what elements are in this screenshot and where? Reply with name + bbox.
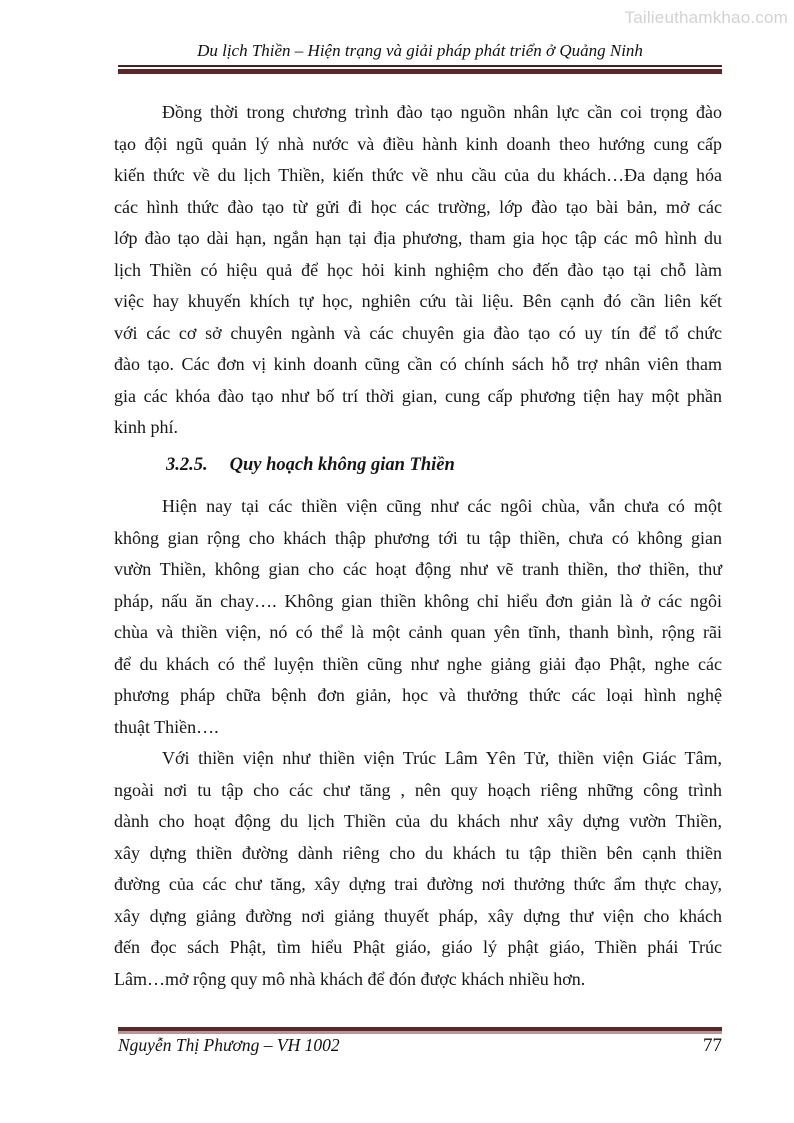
section-heading-label: Quy hoạch không gian Thiền xyxy=(229,454,455,475)
paragraph-line: để du khách có thể luyện thiền cũng như nghe giảng giải đạo Phật, nghe các xyxy=(114,653,722,674)
paragraph-line: Hiện nay tại các thiền viện cũng như các ngôi chùa, vẫn chưa có một xyxy=(162,496,722,516)
paragraph-line: lịch Thiền có hiệu quả để học hỏi kinh nghiệm cho đến đào tạo tại chỗ làm xyxy=(114,259,722,280)
paragraph-line: lớp đào tạo dài hạn, ngắn hạn tại địa phương, tham gia học tập các mô hình du xyxy=(114,228,722,248)
paragraph-0 xyxy=(114,97,722,444)
paragraph-line: xây dựng thiền đường dành riêng cho du khách tu tập thiền bên cạnh thiền xyxy=(114,842,722,863)
paragraph-line: chùa và thiền viện, nó có thể là một cảnh quan yên tĩnh, thanh bình, rộng rãi xyxy=(114,622,722,642)
paragraph-line: Với thiền viện như thiền viện Trúc Lâm Yên Tử, thiền viện Giác Tâm, xyxy=(162,748,722,768)
footer-rule-light-line xyxy=(118,1031,722,1034)
paragraph-2 xyxy=(114,491,722,743)
footer-rule xyxy=(118,1027,722,1034)
header-rule xyxy=(118,65,722,74)
header-rule-thick-line xyxy=(118,69,722,74)
watermark-text: Tailieuthamkhao.com xyxy=(624,8,788,27)
paragraph-line: phương pháp chữa bệnh đơn giản, học và thưởng thức các loại hình nghệ xyxy=(114,685,722,705)
section-heading-number: 3.2.5. xyxy=(166,454,208,475)
paragraph-line: kinh phí. xyxy=(114,417,179,437)
paragraph-line: không gian rộng cho khách thập phương tới tu tập thiền, chưa có không gian xyxy=(114,527,722,548)
paragraph-line: đường của các chư tăng, xây dựng trai đường nơi thưởng thức ẩm thực chay, xyxy=(114,874,722,894)
paragraph-line: gia các khóa đào tạo như bố trí thời gian, cung cấp phương tiện hay một phần xyxy=(114,385,722,406)
paragraph-line: đến đọc sách Phật, tìm hiểu Phật giáo, giáo lý phật giáo, Thiền phái Trúc xyxy=(114,937,722,957)
paragraph-line: xây dựng giảng đường nơi giảng thuyết pháp, xây dựng thư viện cho khách xyxy=(114,905,722,926)
paragraph-line: tạo đội ngũ quản lý nhà nước và điều hành kinh doanh theo hướng cung cấp xyxy=(114,133,722,154)
paragraph-line: đào tạo. Các đơn vị kinh doanh cũng cần có chính sách hỗ trợ nhân viên tham xyxy=(114,354,722,374)
page-footer xyxy=(118,1035,722,1057)
footer-author: Nguyễn Thị Phương – VH 1002 xyxy=(118,1035,340,1055)
paragraph-line: với các cơ sở chuyên ngành và các chuyên gia đào tạo có uy tín để tổ chức xyxy=(114,322,722,343)
paragraph-line: dành cho hoạt động du lịch Thiền của du khách như xây dựng vườn Thiền, xyxy=(114,811,722,831)
paragraph-3 xyxy=(114,743,722,995)
paragraph-line: việc hay khuyến khích tự học, nghiên cứu tài liệu. Bên cạnh đó cần liên kết xyxy=(114,291,722,311)
paragraph-line: vườn Thiền, không gian cho các hoạt động như vẽ tranh thiền, thơ thiền, thư xyxy=(114,559,722,579)
footer-page-number: 77 xyxy=(703,1035,722,1056)
paragraph-line: thuật Thiền…. xyxy=(114,716,219,737)
running-header-title: Du lịch Thiền – Hiện trạng và giải pháp phát triển ở Quảng Ninh xyxy=(197,41,643,60)
paragraph-line: Lâm…mở rộng quy mô nhà khách để đón được khách nhiều hơn. xyxy=(114,968,586,989)
paragraph-line: pháp, nấu ăn chay…. Không gian thiền không chỉ hiểu đơn giản là ở các ngôi xyxy=(114,590,722,611)
paragraph-line: ngoài nơi tu tập cho các chư tăng , nên quy hoạch riêng những công trình xyxy=(114,779,722,800)
paragraph-line: kiến thức về du lịch Thiền, kiến thức về nhu cầu của du khách…Đa dạng hóa xyxy=(114,165,722,185)
body-blocks xyxy=(114,97,722,995)
paragraph-line: các hình thức đào tạo từ gửi đi học các trường, lớp đào tạo bài bản, mở các xyxy=(114,196,722,217)
paragraph-line: Đồng thời trong chương trình đào tạo nguồn nhân lực cần coi trọng đào xyxy=(162,102,722,122)
section-heading xyxy=(114,450,722,482)
